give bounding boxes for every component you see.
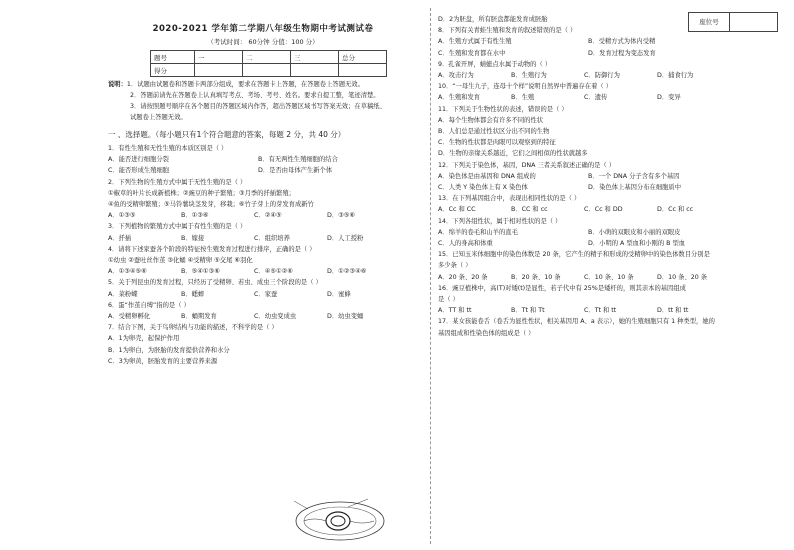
option-row (438, 305, 738, 316)
score-cell[interactable] (195, 64, 243, 77)
egg-shell (296, 502, 384, 540)
right-question-list (438, 14, 738, 339)
answer-option: A．TT 和 tt (438, 307, 472, 315)
answer-option: C．生殖和发育都在水中 (438, 49, 506, 57)
option-row (108, 289, 418, 300)
answer-option: B．生殖 (511, 94, 535, 102)
question-line: 1．有性生殖和无性生殖的本质区别是（ ） (108, 145, 228, 152)
egg-white (304, 507, 376, 535)
answer-option: C．能否形成生殖细胞 (108, 167, 170, 175)
pointer-line (348, 499, 368, 507)
question-line: D．2为胚盘，所有胚盘都能发育成胚胎 (438, 16, 548, 23)
answer-option: B．有无两性生殖细胞的结合 (258, 156, 338, 164)
option-row (108, 154, 418, 165)
answer-option: D．③⑤⑥ (327, 212, 356, 220)
answer-option: A．①③⑤ (108, 212, 136, 220)
score-cell: 总分 (339, 51, 387, 64)
answer-option: A．菜粉蝶 (108, 290, 138, 298)
answer-option: C．遗传 (584, 94, 608, 102)
question-line: 4．请将下述家蚕各个阶段的特征按生殖发育过程进行排序，正确的是（ ） (108, 245, 316, 253)
score-table-row (151, 51, 387, 64)
score-cell[interactable] (339, 64, 387, 77)
answer-option: A．攻击行为 (438, 72, 474, 80)
option-row (438, 92, 738, 103)
question-line: D．生物的亲缘关系越近，它们之间相似的性状就越多 (438, 150, 588, 158)
answer-option: D．捕食行为 (657, 72, 694, 80)
egg-yolk (326, 512, 350, 530)
answer-option: B．⑤④①③⑥ (181, 268, 220, 276)
question-line: 11．下列关于生物性状的表述，错误的是（ ） (438, 105, 568, 113)
answer-option: D．变异 (657, 94, 681, 102)
option-row (108, 165, 418, 176)
question-line: ①幼虫 ②蚕吐丝作茧 ③化蛹 ④受精卵 ⑤交尾 ⑥羽化 (108, 257, 253, 265)
question-line: 16．豌豆植株中，高(T)对矮(t)是显性，若子代中有 25%是矮杆的，则其亲本的基因组成 (438, 284, 686, 292)
score-cell: 题号 (151, 51, 195, 64)
question-line: 2．下列生物的生殖方式中属于无性生殖的是（ ） (108, 178, 247, 186)
question-line: 14．下列各组性状，属于相对性状的是（ ） (438, 217, 562, 225)
question-line: 5．关于列昆虫的发育过程，只经历了受精卵、若虫、成虫三个阶段的是（ ） (108, 279, 322, 287)
question-line: 10．“一母生九子，连母十个样”说明自然界中普遍存在着（ ） (438, 83, 612, 91)
answer-option: B．①③⑥ (181, 212, 209, 220)
answer-option: A．受精卵孵化 (108, 313, 151, 321)
option-row (108, 266, 418, 277)
answer-option: A．20 条、20 条 (438, 273, 488, 281)
answer-option: C．防御行为 (584, 72, 620, 80)
answer-option: B．一个 DNA 分子含有多个基因 (588, 172, 680, 180)
egg-chalaza (304, 519, 374, 523)
answer-option: D．染色体上基因分布在细胞质中 (588, 184, 682, 192)
answer-option: C．Cc 和 DD (584, 206, 623, 214)
answer-option: C．人的身高和体重 (438, 240, 493, 248)
answer-option: D．①②③④⑥ (327, 268, 367, 276)
answer-option: B．蟋蟀 (181, 290, 205, 298)
notes-line-1 (108, 79, 418, 90)
option-row (438, 227, 738, 238)
question-line: 13．在下列基因组合中，表现出相同性状的是（ ） (438, 195, 581, 203)
question-line: 多少条（ ） (438, 262, 472, 270)
option-row (438, 204, 738, 215)
answer-option: B．20 条、10 条 (511, 273, 561, 281)
question-line: 7．结合下图，关于鸟卵结构与功能的描述，不科学的是（ ） (108, 324, 278, 332)
answer-option: D．人工授粉 (327, 234, 364, 242)
option-row (108, 210, 418, 221)
score-cell[interactable] (291, 64, 339, 77)
left-column (108, 18, 418, 367)
seat-label: 座位号 (689, 13, 730, 31)
option-row (438, 171, 738, 182)
answer-option: D．发育过程为变态发育 (588, 49, 656, 57)
score-cell: 二 (243, 51, 291, 64)
question-line: 基因组成和性染色体的组成是（ ） (438, 329, 535, 337)
answer-option: D．小明的 A 型血和小刚的 B 型血 (588, 240, 686, 248)
answer-option: D．10 条、20 条 (657, 273, 708, 281)
question-line: 3．下列植物的繁殖方式中属于有性生殖的是（ ） (108, 223, 247, 231)
egg-yolk-ring (331, 516, 345, 526)
notes-line-3: 3．请按照题号顺序在各个题目的答题区域内作答，超出答题区域书写答案无效；在草稿纸、 (130, 103, 386, 110)
answer-option: B．生殖行为 (511, 72, 547, 80)
question-line: A．每个生物体都会有许多不同的性状 (438, 116, 544, 124)
option-row (438, 36, 738, 47)
option-row (108, 311, 418, 322)
answer-option: A．生殖方式属于有性生殖 (438, 38, 512, 46)
answer-option: C．10 条、10 条 (584, 273, 634, 281)
answer-option: B．嫁接 (181, 234, 205, 242)
answer-option: C．人类 Y 染色体上有 X 染色体 (438, 184, 528, 192)
answer-option: B．CC 和 cc (511, 206, 548, 214)
question-line: B．人们总是通过性状区分出不同的生物 (438, 128, 550, 136)
column-divider (430, 8, 431, 544)
answer-option: B．Tt 和 Tt (511, 307, 545, 315)
score-table-row (151, 64, 387, 77)
notes-text: 1．试题由试题卷和答题卡两部分组成，要求在答题卡上答题，在答题卷上答题无效。 (126, 81, 364, 88)
answer-option: D．Cc 和 cc (657, 206, 694, 214)
exam-subtitle: （考试时间： 60分钟 分值：100 分） (207, 38, 319, 46)
question-line: 是（ ） (438, 296, 459, 304)
question-line: ①椒草的叶片长成新植株；②豌豆的种子繁殖；③月季的扦插繁殖； (108, 189, 295, 197)
notes-label: 说明： (108, 81, 127, 88)
bird-egg-diagram (288, 497, 388, 543)
notes-line-4: 试题卷上答题无效。 (130, 114, 187, 121)
score-cell: 三 (291, 51, 339, 64)
score-table (150, 50, 387, 77)
answer-option: A．能否进行细胞分裂 (108, 156, 169, 164)
answer-option: A．生殖和发育 (438, 94, 481, 102)
question-line: 12．下列关于染色体，基因，DNA 三者关系叙述正确的是（ ） (438, 161, 616, 169)
option-row (438, 272, 738, 283)
answer-option: B．受精方式为体内受精 (588, 38, 656, 46)
exam-title: 2020-2021 学年第二学期八年级生物期中考试测试卷 (152, 24, 374, 34)
answer-option: D．幼虫变蛹 (327, 313, 364, 321)
right-column (438, 14, 738, 339)
question-line: A．1为卵壳，起保护作用 (108, 335, 180, 343)
question-line: 6．蛋“作茧自缚”指的是（ ） (108, 301, 190, 309)
answer-option: A．扦插 (108, 234, 132, 242)
notes-line-2: 2．答题前请先在答题卷上认真填写考点、考场、考号、姓名。要求自提工整，笔迹清楚。 (130, 92, 380, 99)
section-heading: 一 、选择题。（每小题只有1个符合题意的答案，每题 2 分，共 40 分） (108, 130, 346, 139)
question-line: C．生物的性状都是肉眼可以观察到的特征 (438, 139, 556, 147)
question-line: C．3为卵黄，胚胎发育的主要营养来源 (108, 357, 218, 365)
answer-option: A．染色体是由基因和 DNA 组成的 (438, 172, 536, 180)
option-row (108, 233, 418, 244)
answer-option: C．幼虫变成虫 (254, 313, 297, 321)
option-row (438, 70, 738, 81)
answer-option: B．蛹期发育 (181, 313, 217, 321)
score-cell: 得分 (151, 64, 195, 77)
answer-option: D．tt 和 tt (657, 307, 689, 315)
answer-option: B．小萌的双眼皮和小丽的双眼皮 (588, 228, 681, 236)
answer-option: D．是否由母体产生新个体 (258, 167, 333, 175)
answer-option: C．④⑤①②⑥ (254, 268, 293, 276)
option-row (438, 48, 738, 59)
answer-option: C．组织培养 (254, 234, 290, 242)
answer-option: C．家蚕 (254, 290, 278, 298)
option-row (438, 238, 738, 249)
answer-option: C．Tt 和 tt (584, 307, 617, 315)
score-cell: 一 (195, 51, 243, 64)
left-question-list (108, 143, 418, 367)
pointer-line (294, 501, 308, 509)
question-line: 8．下列有关青蛙生殖和发育的叙述错误的是（ ） (438, 27, 577, 35)
answer-option: C．②④⑤ (254, 212, 282, 220)
answer-option: D．蜜蜂 (327, 290, 351, 298)
answer-option: A．①③④⑤⑥ (108, 268, 147, 276)
option-row (438, 182, 738, 193)
question-line: ④鱼的受精卵繁殖；⑤马铃薯块茎发芽，移栽；⑥竹子芽上的芽发育成新竹 (108, 201, 314, 209)
question-line: 15．已知玉米体细胞中的染色体数是 20 条，它产生的精子和形成的受精卵中的染色体数目分别是 (438, 251, 710, 259)
question-line: B．1为卵白，为胚胎的发育提供营养和水分 (108, 346, 230, 354)
answer-option: A．Cc 和 CC (438, 206, 476, 214)
question-line: 17．某女孩能卷舌（卷舌为显性性状，相关基因用 A、a 表示），她的生殖细胞只有 1 种类型，她的 (438, 318, 715, 326)
question-line: 9．孔雀开屏，蜻蜓点水属于动物的（ ） (438, 60, 552, 68)
answer-option: A．绵羊的卷毛和山羊的直毛 (438, 228, 518, 236)
score-cell[interactable] (243, 64, 291, 77)
